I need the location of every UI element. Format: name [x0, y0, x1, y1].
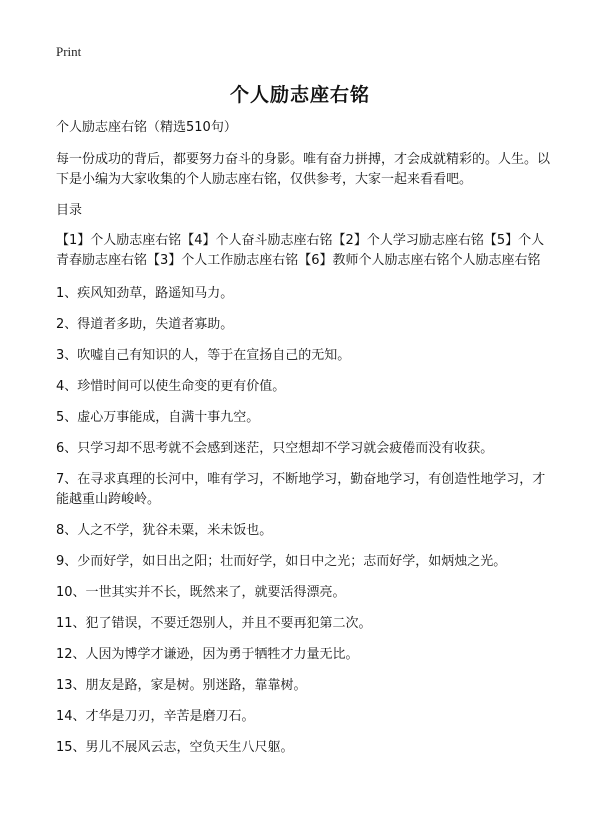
- list-item: 2、得道者多助，失道者寡助。: [56, 317, 234, 332]
- list-item: 9、少而好学，如日出之阳；壮而好学，如日中之光；志而好学，如炳烛之光。: [56, 554, 507, 569]
- list-item: 8、人之不学，犹谷未粟，米未饭也。: [56, 523, 273, 538]
- article-body: [56, 118, 550, 769]
- list-item: 1、疾风知劲草，路遥知马力。: [56, 286, 234, 301]
- article-intro: 每一份成功的背后，都要努力奋斗的身影。唯有奋力拼搏，才会成就精彩的。人生。以下是小编为大家收集的个人励志座右铭，仅供参考，大家一起来看看吧。: [56, 152, 551, 187]
- article-subtitle: 个人励志座右铭（精选510句）: [56, 120, 237, 135]
- page-title: 个人励志座右铭: [229, 84, 370, 106]
- list-item: 3、吹嘘自己有知识的人，等于在宣扬自己的无知。: [56, 348, 351, 363]
- list-item: 12、人因为博学才谦逊，因为勇于牺牲才力量无比。: [56, 647, 359, 662]
- toc-heading: 目录: [56, 203, 83, 218]
- list-item: 10、一世其实并不长，既然来了，就要活得漂亮。: [56, 585, 346, 600]
- list-item: 15、男儿不展风云志，空负天生八尺躯。: [56, 740, 294, 755]
- print-link[interactable]: Print: [56, 44, 82, 59]
- list-item: 7、在寻求真理的长河中，唯有学习，不断地学习，勤奋地学习，有创造性地学习，才能越重山跨峻岭。: [56, 472, 546, 507]
- list-item: 11、犯了错误，不要迁怨别人，并且不要再犯第二次。: [56, 616, 372, 631]
- list-item: 5、虚心万事能成，自满十事九空。: [56, 410, 260, 425]
- list-item: 4、珍惜时间可以使生命变的更有价值。: [56, 379, 286, 394]
- list-item: 14、才华是刀刃，辛苦是磨刀石。: [56, 709, 255, 724]
- list-item: 6、只学习却不思考就不会感到迷茫，只空想却不学习就会疲倦而没有收获。: [56, 441, 494, 456]
- list-item: 13、朋友是路，家是树。别迷路，靠靠树。: [56, 678, 307, 693]
- toc-list: 【1】个人励志座右铭【4】个人奋斗励志座右铭【2】个人学习励志座右铭【5】个人青春励志座右铭【3】个人工作励志座右铭【6】教师个人励志座右铭个人励志座右铭: [56, 233, 545, 268]
